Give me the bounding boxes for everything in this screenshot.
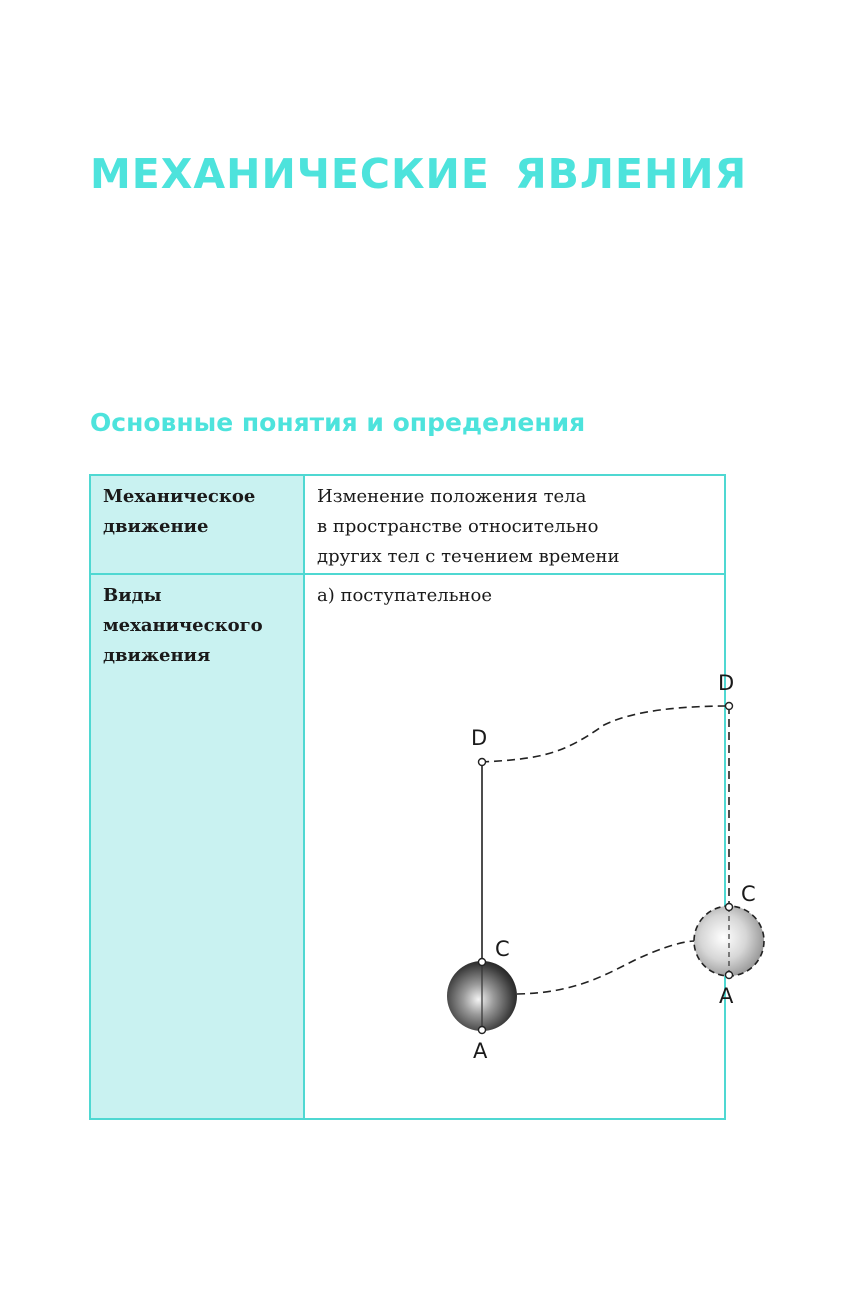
trajectory-center bbox=[517, 941, 695, 994]
term-line: движения bbox=[103, 645, 211, 666]
term-mechanical-motion bbox=[103, 482, 298, 542]
label-d-end: D bbox=[718, 671, 735, 695]
point-d-end bbox=[726, 703, 733, 710]
chapter-title: МЕХАНИЧЕСКИЕ ЯВЛЕНИЯ bbox=[90, 150, 748, 198]
point-a-start bbox=[479, 1027, 486, 1034]
point-a-end bbox=[726, 972, 733, 979]
point-c-start bbox=[479, 959, 486, 966]
term-line: движение bbox=[103, 516, 209, 537]
definition-line: других тел с течением времени bbox=[317, 546, 620, 567]
term-motion-types bbox=[103, 581, 298, 671]
label-c-end: C bbox=[741, 882, 756, 906]
definitions-table bbox=[89, 474, 756, 1120]
definition-line: в пространстве относительно bbox=[317, 516, 599, 537]
definition-line: а) поступательное bbox=[317, 585, 492, 606]
point-d-start bbox=[479, 759, 486, 766]
section-title: Основные понятия и определения bbox=[90, 408, 586, 437]
label-c-start: C bbox=[495, 937, 510, 961]
label-a-start: A bbox=[473, 1039, 488, 1063]
definition-line: Изменение положения тела bbox=[317, 486, 587, 507]
term-line: механического bbox=[103, 615, 263, 636]
definition-mechanical-motion bbox=[317, 482, 620, 572]
point-c-end bbox=[726, 904, 733, 911]
term-line: Механическое bbox=[103, 486, 256, 507]
term-line: Виды bbox=[103, 585, 162, 606]
label-d-start: D bbox=[471, 726, 488, 750]
translational-motion-diagram bbox=[305, 575, 756, 1115]
trajectory-d bbox=[481, 706, 729, 762]
label-a-end: A bbox=[719, 984, 734, 1008]
